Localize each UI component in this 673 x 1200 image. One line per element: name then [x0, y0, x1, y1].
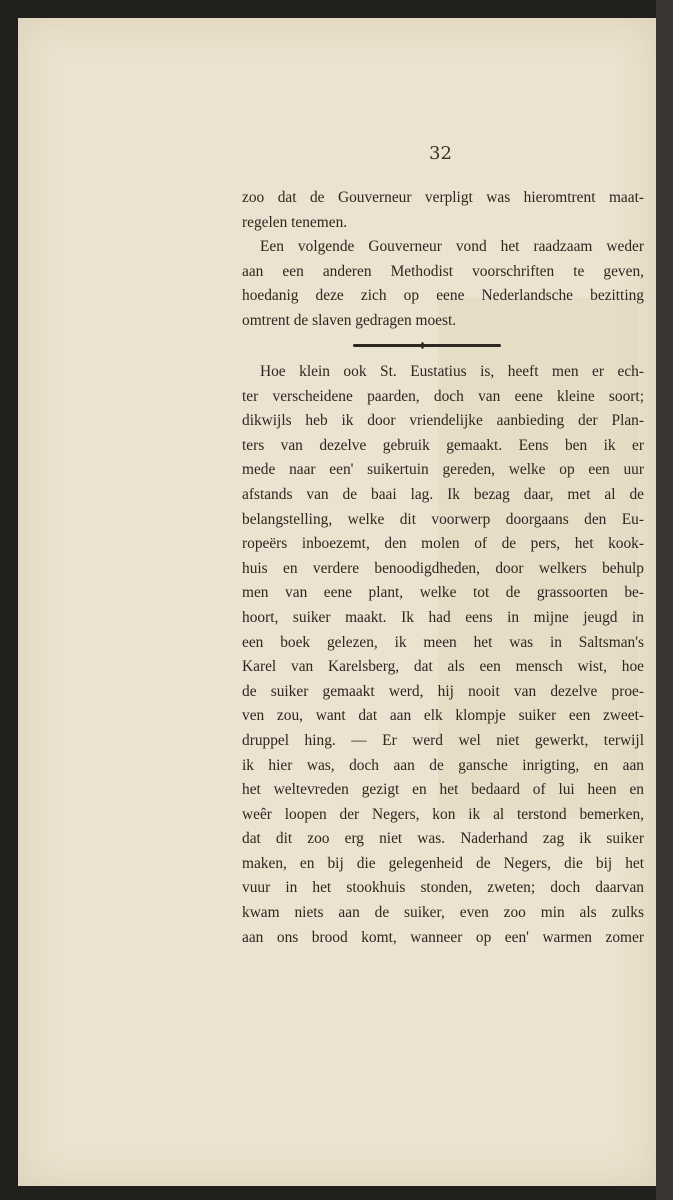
text-line: men van eene plant, welke tot de grassoorten be-: [242, 584, 644, 602]
text-line: druppel hing. — Er werd wel niet gewerkt, terwijl: [242, 731, 644, 749]
text-line: belangstelling, welke dit voorwerp doorgaans den Eu-: [242, 510, 644, 528]
text-line: omtrent de slaven gedragen moest.: [242, 311, 457, 329]
text-line: een boek gelezen, ik meen het was in Saltsman's: [242, 633, 644, 651]
text-line: afstands van de baai lag. Ik bezag daar, met al de: [242, 485, 644, 503]
text-line: hoort, suiker maakt. Ik had eens in mijne jeugd in: [242, 608, 644, 626]
text-block-main: [242, 360, 644, 950]
text-line: weêr loopen der Negers, kon ik al terstond bemerken,: [242, 805, 644, 823]
text-line: dat dit zoo erg niet was. Naderhand zag ik suiker: [242, 830, 644, 848]
text-line: de suiker gemaakt werd, hij nooit van dezelve proe-: [242, 682, 644, 700]
text-line: aan een anderen Methodist voorschriften te geven,: [242, 262, 644, 280]
text-line: ik hier was, doch aan de gansche inrigting, en aan: [242, 756, 644, 774]
text-line: regelen tenemen.: [242, 213, 348, 231]
text-line: mede naar een' suikertuin gereden, welke op een uur: [242, 461, 644, 479]
text-line: ven zou, want dat aan elk klompje suiker een zweet-: [242, 707, 644, 725]
text-line: aan ons brood komt, wanneer op een' warmen zomer: [242, 928, 644, 946]
text-line: huis en verdere benoodigdheden, door welkers behulp: [242, 559, 644, 577]
text-line: Een volgende Gouverneur vond het raadzaam weder: [260, 238, 644, 256]
text-line: dikwijls heb ik door vriendelijke aanbieding der Plan-: [242, 412, 644, 430]
text-line: Karel van Karelsberg, dat als een mensch wist, hoe: [242, 658, 644, 676]
text-line: zoo dat de Gouverneur verpligt was hieromtrent maat-: [242, 189, 644, 206]
text-line: het weltevreden gezigt en het bedaard of lui heen en: [242, 781, 644, 799]
text-line: ropeërs inboezemt, den molen of de pers, het kook-: [242, 535, 644, 553]
text-line: maken, en bij die gelegenheid de Negers, die bij het: [242, 854, 644, 872]
text-line: hoedanig deze zich op eene Nederlandsche bezitting: [242, 287, 644, 305]
page-number: 32: [429, 143, 452, 164]
text-line: kwam niets aan de suiker, even zoo min als zulks: [242, 904, 644, 922]
text-line: Hoe klein ook St. Eustatius is, heeft men er ech-: [260, 363, 644, 380]
text-line: ters van dezelve gebruik gemaakt. Eens ben ik er: [242, 436, 644, 454]
text-line: ter verscheidene paarden, doch van eene kleine soort;: [242, 387, 644, 405]
section-divider: [353, 344, 501, 347]
text-line: vuur in het stookhuis stonden, zweten; doch daarvan: [242, 879, 644, 897]
scan-right-edge: [656, 0, 673, 1200]
text-block-top: [242, 186, 644, 334]
